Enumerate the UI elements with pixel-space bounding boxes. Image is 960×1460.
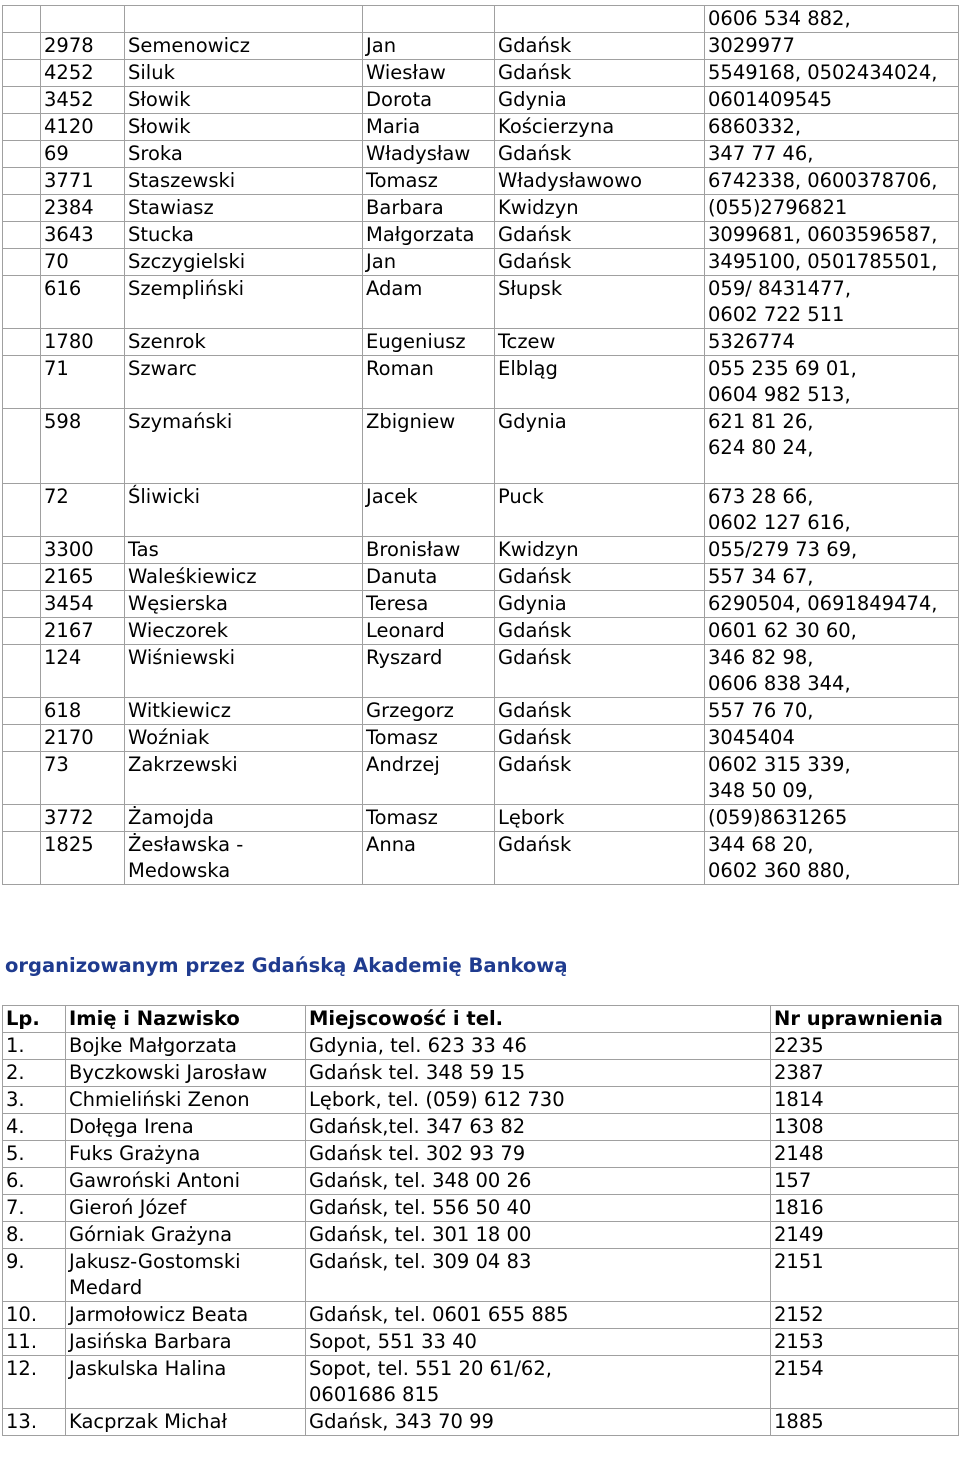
member-surname: Śliwicki <box>125 484 363 537</box>
member-city <box>495 6 705 33</box>
licensed-table-body <box>3 1033 959 1436</box>
person-name: Bojke Małgorzata <box>66 1033 306 1060</box>
row-gutter <box>3 832 41 885</box>
member-phone: 0601 62 30 60, <box>705 618 959 645</box>
table-row <box>3 1168 959 1195</box>
member-number: 71 <box>41 356 125 409</box>
table-row <box>3 222 959 249</box>
member-city: Władysławowo <box>495 168 705 195</box>
member-surname: Waleśkiewicz <box>125 564 363 591</box>
row-gutter <box>3 222 41 249</box>
table-row <box>3 168 959 195</box>
location-phone: Sopot, 551 33 40 <box>306 1329 771 1356</box>
member-city: Puck <box>495 484 705 537</box>
member-firstname: Barbara <box>363 195 495 222</box>
table-row <box>3 33 959 60</box>
table-row <box>3 60 959 87</box>
person-name: Jasińska Barbara <box>66 1329 306 1356</box>
table-row <box>3 1409 959 1436</box>
member-surname: Szymański <box>125 409 363 484</box>
member-city: Gdynia <box>495 87 705 114</box>
member-number: 3643 <box>41 222 125 249</box>
member-surname: Szwarc <box>125 356 363 409</box>
member-phone: 0602 315 339, 348 50 09, <box>705 752 959 805</box>
header-lp: Lp. <box>3 1006 66 1033</box>
member-city: Gdynia <box>495 591 705 618</box>
member-city: Tczew <box>495 329 705 356</box>
member-firstname: Eugeniusz <box>363 329 495 356</box>
member-phone: 557 34 67, <box>705 564 959 591</box>
row-number: 8. <box>3 1222 66 1249</box>
location-phone: Gdańsk tel. 348 59 15 <box>306 1060 771 1087</box>
row-gutter <box>3 114 41 141</box>
member-city: Lębork <box>495 805 705 832</box>
license-number: 2148 <box>771 1141 959 1168</box>
table-row <box>3 725 959 752</box>
row-number: 1. <box>3 1033 66 1060</box>
member-number: 3772 <box>41 805 125 832</box>
member-number: 2978 <box>41 33 125 60</box>
member-firstname: Jan <box>363 33 495 60</box>
member-city: Kwidzyn <box>495 195 705 222</box>
member-number: 2170 <box>41 725 125 752</box>
member-surname: Słowik <box>125 114 363 141</box>
member-phone: 3099681, 0603596587, <box>705 222 959 249</box>
row-gutter <box>3 33 41 60</box>
member-phone: 055/279 73 69, <box>705 537 959 564</box>
member-number: 3771 <box>41 168 125 195</box>
header-location-phone: Miejscowość i tel. <box>306 1006 771 1033</box>
member-city: Gdańsk <box>495 222 705 249</box>
member-firstname: Maria <box>363 114 495 141</box>
member-number: 598 <box>41 409 125 484</box>
member-firstname: Małgorzata <box>363 222 495 249</box>
row-gutter <box>3 752 41 805</box>
member-number <box>41 6 125 33</box>
row-gutter <box>3 195 41 222</box>
person-name: Jakusz-Gostomski Medard <box>66 1249 306 1302</box>
row-gutter <box>3 725 41 752</box>
license-number: 2151 <box>771 1249 959 1302</box>
member-number: 616 <box>41 276 125 329</box>
member-number: 70 <box>41 249 125 276</box>
member-number: 4120 <box>41 114 125 141</box>
member-city: Gdańsk <box>495 249 705 276</box>
row-gutter <box>3 409 41 484</box>
license-number: 2235 <box>771 1033 959 1060</box>
table-row <box>3 356 959 409</box>
row-gutter <box>3 645 41 698</box>
member-phone: 5549168, 0502434024, <box>705 60 959 87</box>
member-city: Gdańsk <box>495 752 705 805</box>
member-surname: Wiśniewski <box>125 645 363 698</box>
table-row <box>3 564 959 591</box>
table-row <box>3 6 959 33</box>
table-row <box>3 409 959 484</box>
table-row <box>3 1222 959 1249</box>
row-number: 13. <box>3 1409 66 1436</box>
member-number: 2384 <box>41 195 125 222</box>
member-phone: 6290504, 0691849474, <box>705 591 959 618</box>
member-number: 1825 <box>41 832 125 885</box>
member-phone: 5326774 <box>705 329 959 356</box>
member-phone: 344 68 20, 0602 360 880, <box>705 832 959 885</box>
member-firstname: Roman <box>363 356 495 409</box>
location-phone: Sopot, tel. 551 20 61/62, 0601686 815 <box>306 1356 771 1409</box>
row-gutter <box>3 564 41 591</box>
row-gutter <box>3 329 41 356</box>
person-name: Fuks Grażyna <box>66 1141 306 1168</box>
member-surname: Słowik <box>125 87 363 114</box>
member-number: 73 <box>41 752 125 805</box>
member-phone: 621 81 26, 624 80 24, <box>705 409 959 484</box>
member-surname: Wieczorek <box>125 618 363 645</box>
member-city: Gdańsk <box>495 698 705 725</box>
member-surname: Semenowicz <box>125 33 363 60</box>
member-number: 618 <box>41 698 125 725</box>
member-surname: Szczygielski <box>125 249 363 276</box>
member-firstname: Leonard <box>363 618 495 645</box>
license-number: 1885 <box>771 1409 959 1436</box>
member-surname: Witkiewicz <box>125 698 363 725</box>
member-surname: Stawiasz <box>125 195 363 222</box>
table-row <box>3 1060 959 1087</box>
member-firstname: Bronisław <box>363 537 495 564</box>
member-firstname: Jan <box>363 249 495 276</box>
table-row <box>3 87 959 114</box>
member-firstname: Jacek <box>363 484 495 537</box>
member-surname: Woźniak <box>125 725 363 752</box>
member-city: Gdańsk <box>495 832 705 885</box>
member-number: 3300 <box>41 537 125 564</box>
table-row <box>3 1195 959 1222</box>
member-firstname: Andrzej <box>363 752 495 805</box>
table-row <box>3 698 959 725</box>
row-gutter <box>3 805 41 832</box>
table-row <box>3 618 959 645</box>
member-number: 72 <box>41 484 125 537</box>
license-number: 157 <box>771 1168 959 1195</box>
member-surname <box>125 6 363 33</box>
row-gutter <box>3 537 41 564</box>
member-phone: 6860332, <box>705 114 959 141</box>
row-gutter <box>3 6 41 33</box>
row-gutter <box>3 168 41 195</box>
member-city: Gdańsk <box>495 60 705 87</box>
table-row <box>3 1249 959 1302</box>
member-firstname: Teresa <box>363 591 495 618</box>
table-row <box>3 484 959 537</box>
table-row <box>3 1033 959 1060</box>
member-phone: (055)2796821 <box>705 195 959 222</box>
member-city: Gdańsk <box>495 141 705 168</box>
table-row <box>3 141 959 168</box>
member-phone: (059)8631265 <box>705 805 959 832</box>
member-phone: 346 82 98, 0606 838 344, <box>705 645 959 698</box>
member-surname: Szempliński <box>125 276 363 329</box>
table-row <box>3 276 959 329</box>
table-row <box>3 1141 959 1168</box>
member-phone: 673 28 66, 0602 127 616, <box>705 484 959 537</box>
licensed-table <box>2 1005 959 1436</box>
member-phone: 059/ 8431477, 0602 722 511 <box>705 276 959 329</box>
row-gutter <box>3 141 41 168</box>
row-gutter <box>3 249 41 276</box>
member-city: Gdynia <box>495 409 705 484</box>
member-number: 1780 <box>41 329 125 356</box>
member-phone: 0601409545 <box>705 87 959 114</box>
member-phone: 3045404 <box>705 725 959 752</box>
location-phone: Gdańsk, tel. 301 18 00 <box>306 1222 771 1249</box>
location-phone: Gdańsk, tel. 348 00 26 <box>306 1168 771 1195</box>
table-row <box>3 195 959 222</box>
location-phone: Gdańsk, tel. 556 50 40 <box>306 1195 771 1222</box>
row-number: 12. <box>3 1356 66 1409</box>
row-number: 11. <box>3 1329 66 1356</box>
member-phone: 3029977 <box>705 33 959 60</box>
member-firstname <box>363 6 495 33</box>
row-gutter <box>3 87 41 114</box>
person-name: Kacprzak Michał <box>66 1409 306 1436</box>
member-city: Gdańsk <box>495 645 705 698</box>
member-number: 2167 <box>41 618 125 645</box>
member-surname: Staszewski <box>125 168 363 195</box>
licensed-table-header <box>3 1006 959 1033</box>
license-number: 2153 <box>771 1329 959 1356</box>
license-number: 2149 <box>771 1222 959 1249</box>
member-firstname: Ryszard <box>363 645 495 698</box>
member-surname: Stucka <box>125 222 363 249</box>
license-number: 1814 <box>771 1087 959 1114</box>
row-number: 3. <box>3 1087 66 1114</box>
member-phone: 557 76 70, <box>705 698 959 725</box>
member-number: 124 <box>41 645 125 698</box>
row-gutter <box>3 591 41 618</box>
member-city: Kościerzyna <box>495 114 705 141</box>
row-gutter <box>3 356 41 409</box>
table-row <box>3 537 959 564</box>
table-row <box>3 329 959 356</box>
members-table-body <box>3 6 959 885</box>
table-row <box>3 1329 959 1356</box>
member-number: 69 <box>41 141 125 168</box>
member-firstname: Tomasz <box>363 725 495 752</box>
member-number: 4252 <box>41 60 125 87</box>
member-phone: 347 77 46, <box>705 141 959 168</box>
member-surname: Żamojda <box>125 805 363 832</box>
row-number: 6. <box>3 1168 66 1195</box>
member-firstname: Dorota <box>363 87 495 114</box>
row-number: 9. <box>3 1249 66 1302</box>
table-row <box>3 832 959 885</box>
table-row <box>3 805 959 832</box>
member-phone: 6742338, 0600378706, <box>705 168 959 195</box>
row-number: 5. <box>3 1141 66 1168</box>
member-firstname: Tomasz <box>363 805 495 832</box>
person-name: Górniak Grażyna <box>66 1222 306 1249</box>
location-phone: Lębork, tel. (059) 612 730 <box>306 1087 771 1114</box>
location-phone: Gdańsk tel. 302 93 79 <box>306 1141 771 1168</box>
member-firstname: Zbigniew <box>363 409 495 484</box>
person-name: Gawroński Antoni <box>66 1168 306 1195</box>
row-gutter <box>3 60 41 87</box>
location-phone: Gdańsk, tel. 0601 655 885 <box>306 1302 771 1329</box>
row-number: 7. <box>3 1195 66 1222</box>
license-number: 2152 <box>771 1302 959 1329</box>
license-number: 1308 <box>771 1114 959 1141</box>
member-city: Gdańsk <box>495 564 705 591</box>
license-number: 2154 <box>771 1356 959 1409</box>
members-table <box>2 5 959 885</box>
member-city: Gdańsk <box>495 725 705 752</box>
table-row <box>3 645 959 698</box>
header-license-number: Nr uprawnienia <box>771 1006 959 1033</box>
row-gutter <box>3 276 41 329</box>
member-city: Gdańsk <box>495 618 705 645</box>
row-gutter <box>3 698 41 725</box>
row-gutter <box>3 618 41 645</box>
member-firstname: Adam <box>363 276 495 329</box>
row-gutter <box>3 484 41 537</box>
section-caption: organizowanym przez Gdańską Akademię Bankową <box>5 954 568 977</box>
table-row <box>3 1356 959 1409</box>
member-city: Słupsk <box>495 276 705 329</box>
member-firstname: Władysław <box>363 141 495 168</box>
row-number: 10. <box>3 1302 66 1329</box>
member-firstname: Danuta <box>363 564 495 591</box>
member-surname: Sroka <box>125 141 363 168</box>
person-name: Byczkowski Jarosław <box>66 1060 306 1087</box>
member-city: Kwidzyn <box>495 537 705 564</box>
row-number: 2. <box>3 1060 66 1087</box>
member-city: Gdańsk <box>495 33 705 60</box>
license-number: 2387 <box>771 1060 959 1087</box>
member-number: 3452 <box>41 87 125 114</box>
member-firstname: Anna <box>363 832 495 885</box>
member-surname: Szenrok <box>125 329 363 356</box>
location-phone: Gdańsk,tel. 347 63 82 <box>306 1114 771 1141</box>
member-surname: Tas <box>125 537 363 564</box>
member-phone: 055 235 69 01, 0604 982 513, <box>705 356 959 409</box>
table-row <box>3 114 959 141</box>
member-city: Elbląg <box>495 356 705 409</box>
member-surname: Węsierska <box>125 591 363 618</box>
person-name: Dołęga Irena <box>66 1114 306 1141</box>
header-name: Imię i Nazwisko <box>66 1006 306 1033</box>
member-number: 2165 <box>41 564 125 591</box>
member-surname: Zakrzewski <box>125 752 363 805</box>
license-number: 1816 <box>771 1195 959 1222</box>
member-firstname: Grzegorz <box>363 698 495 725</box>
member-firstname: Wiesław <box>363 60 495 87</box>
person-name: Jarmołowicz Beata <box>66 1302 306 1329</box>
location-phone: Gdynia, tel. 623 33 46 <box>306 1033 771 1060</box>
member-phone: 3495100, 0501785501, <box>705 249 959 276</box>
member-surname: Siluk <box>125 60 363 87</box>
table-row <box>3 1302 959 1329</box>
row-number: 4. <box>3 1114 66 1141</box>
person-name: Gieroń Józef <box>66 1195 306 1222</box>
member-number: 3454 <box>41 591 125 618</box>
table-row <box>3 1087 959 1114</box>
location-phone: Gdańsk, 343 70 99 <box>306 1409 771 1436</box>
person-name: Chmieliński Zenon <box>66 1087 306 1114</box>
table-row <box>3 591 959 618</box>
member-surname: Żesławska - Medowska <box>125 832 363 885</box>
location-phone: Gdańsk, tel. 309 04 83 <box>306 1249 771 1302</box>
table-row <box>3 249 959 276</box>
member-phone: 0606 534 882, <box>705 6 959 33</box>
table-row <box>3 752 959 805</box>
table-row <box>3 1114 959 1141</box>
person-name: Jaskulska Halina <box>66 1356 306 1409</box>
member-firstname: Tomasz <box>363 168 495 195</box>
